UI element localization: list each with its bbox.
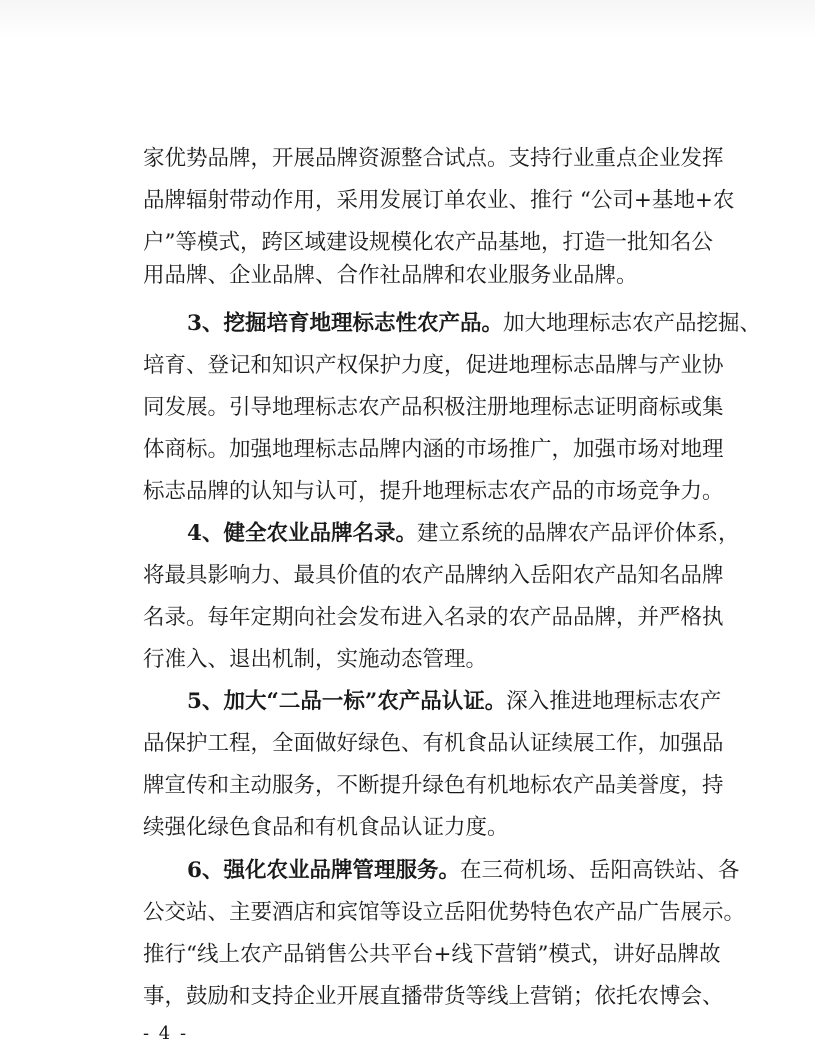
section-heading-line: 4、健全农业品牌名录。建立系统的品牌农产品评价体系， — [187, 521, 740, 546]
section-heading-line: 5、加大“二品一标”农产品认证。深入推进地理标志农产 — [187, 689, 722, 714]
section-heading-line: 3、挖掘培育地理标志性农产品。加大地理标志农产品挖掘、 — [187, 311, 761, 336]
text-line: 事，鼓励和支持企业开展直播带货等线上营销；依托农博会、 — [143, 984, 724, 1009]
page-number: - 4 - — [143, 1023, 189, 1044]
text-line: 品保护工程，全面做好绿色、有机食品认证续展工作，加强品 — [143, 731, 724, 756]
text-line: 品牌辐射带动作用，采用发展订单农业、推行 “公司+基地+农 — [143, 188, 735, 213]
text-line: 牌宣传和主动服务，不断提升绿色有机地标农产品美誉度，持 — [143, 773, 724, 798]
text-line: 标志品牌的认知与认可，提升地理标志农产品的市场竞争力。 — [143, 479, 724, 504]
text-line: 体商标。加强地理标志品牌内涵的市场推广，加强市场对地理 — [143, 437, 724, 462]
section-heading: 6、强化农业品牌管理服务。 — [187, 858, 460, 883]
section-heading: 4、健全农业品牌名录。 — [187, 521, 417, 546]
text-line: 家优势品牌，开展品牌资源整合试点。支持行业重点企业发挥 — [143, 146, 724, 171]
text-line: 用品牌、企业品牌、合作社品牌和农业服务业品牌。 — [143, 263, 638, 288]
text-line: 行准入、退出机制，实施动态管理。 — [143, 647, 488, 672]
text-line: 续强化绿色食品和有机食品认证力度。 — [143, 815, 509, 840]
text-line: 将最具影响力、最具价值的农产品牌纳入岳阳农产品知名品牌 — [143, 563, 724, 588]
text-line: 公交站、主要酒店和宾馆等设立岳阳优势特色农产品广告展示。 — [143, 900, 746, 925]
text-line: 推行“线上农产品销售公共平台+线下营销”模式，讲好品牌故 — [143, 942, 721, 967]
text-line: 名录。每年定期向社会发布进入名录的农产品品牌，并严格执 — [143, 605, 724, 630]
text-line: 同发展。引导地理标志农产品积极注册地理标志证明商标或集 — [143, 395, 724, 420]
section-heading: 3、挖掘培育地理标志性农产品。 — [187, 311, 503, 336]
section-heading: 5、加大“二品一标”农产品认证。 — [187, 689, 507, 714]
section-heading-line: 6、强化农业品牌管理服务。在三荷机场、岳阳高铁站、各 — [187, 858, 740, 883]
text-line: 培育、登记和知识产权保护力度，促进地理标志品牌与产业协 — [143, 353, 724, 378]
text-line: 户”等模式，跨区域建设规模化农产品基地，打造一批知名公 — [143, 230, 713, 255]
